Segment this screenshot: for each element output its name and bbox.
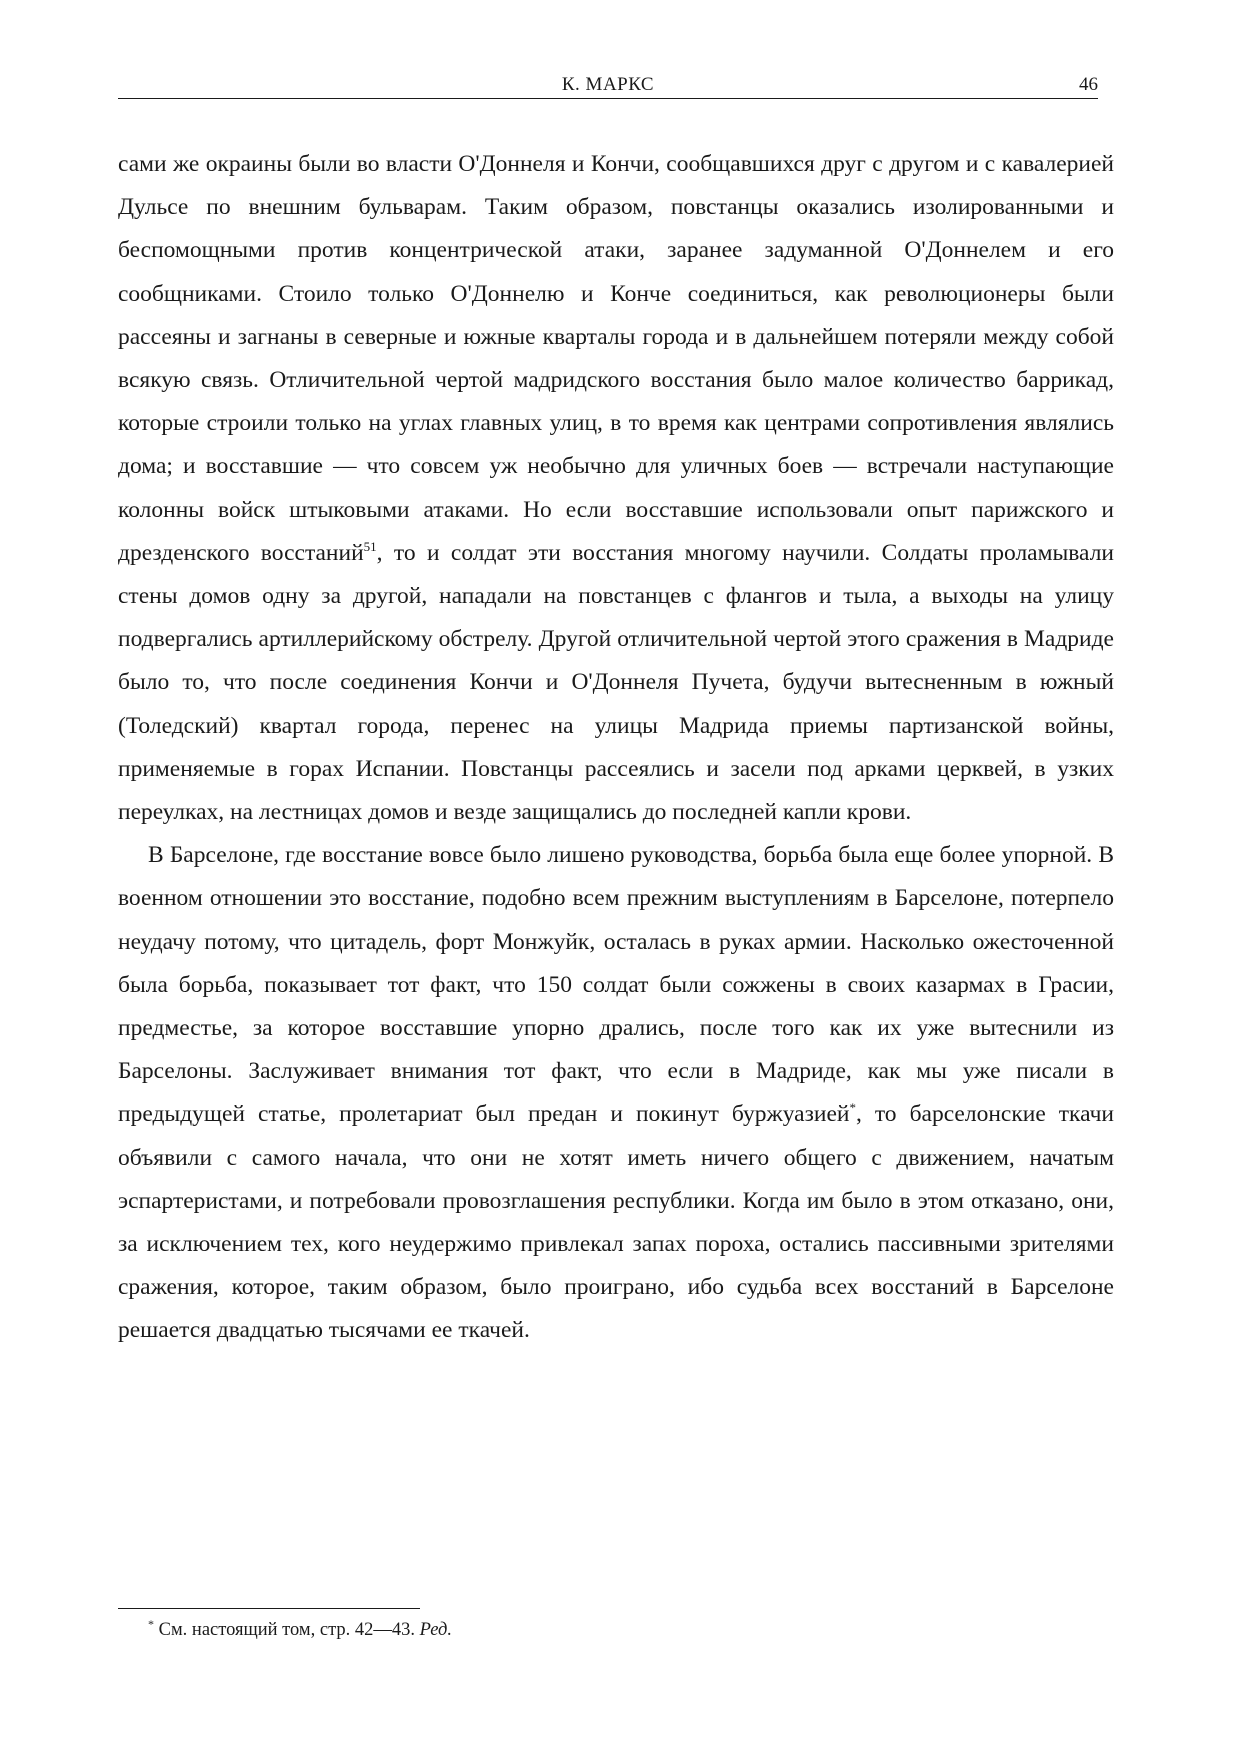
footnote-text: См. настоящий том, стр. 42—43. [154, 1620, 420, 1640]
paragraph-2-part-1: В Барселоне, где восстание вовсе было лишено руководства, борьба была еще более упорной. В военном отношении это восстание, подобно всем прежним выступлениям в Барселоне, потерпело неудачу потому, что цитадель, форт Монжуйк, осталась в руках армии. Насколько ожесточенной была борьба, показывает тот факт, что 150 солдат были сожжены в своих казармах в Грасии, предместье, за которое восставшие упорно дрались, после того как их уже вытеснили из Барселоны. Заслуживает внимания тот факт, что если в Мадриде, как мы уже писали в предыдущей статье, пролетариат был предан и покинут буржуазией [118, 842, 1114, 1128]
body-text [118, 143, 1114, 1353]
footnote-editor-mark: Ред. [419, 1620, 453, 1640]
footnote-ref-asterisk: * [849, 1100, 856, 1116]
paragraph-madrid [118, 143, 1114, 834]
paragraph-barcelona [118, 834, 1114, 1352]
footnote-marker: * [148, 1616, 154, 1631]
endnote-ref-51: 51 [363, 539, 377, 554]
footnote [148, 1618, 452, 1642]
running-header [118, 72, 1098, 99]
paragraph-2-part-2: , то барселонские ткачи объявили с самого начала, что они не хотят иметь ничего общего с движением, начатым эспартеристами, и потребовали провозглашения республики. Когда им было в этом отказано, они, за исключением тех, кого неудержимо привлекал запах пороха, остались пассивными зрителями сражения, которое, таким образом, было проиграно, ибо судьба всех восстаний в Барселоне решается двадцатью тысячами ее ткачей. [118, 1101, 1114, 1344]
paragraph-1-part-1: сами же окраины были во власти О'Доннеля и Кончи, сообщавшихся друг с другом и с кавалерией Дульсе по внешним бульварам. Таким образом, повстанцы оказались изолированными и беспомощными против концентрической атаки, заранее задуманной О'Доннелем и его сообщниками. Стоило только О'Доннелю и Конче соединиться, как революционеры были рассеяны и загнаны в северные и южные кварталы города и в дальнейшем потеряли между собой всякую связь. Отличительной чертой мадридского восстания было малое количество баррикад, которые строили только на углах главных улиц, в то время как центрами сопротивления являлись дома; и восставшие — что совсем уж необычно для уличных боев — встречали наступающие колонны войск штыковыми атаками. Но если восставшие использовали опыт парижского и дрезденского восстаний [118, 151, 1114, 566]
footnote-divider [118, 1608, 420, 1609]
page-number: 46 [1079, 74, 1098, 95]
running-head-author: К. МАРКС [561, 74, 655, 95]
paragraph-1-part-2: , то и солдат эти восстания многому научили. Солдаты проламывали стены домов одну за другой, нападали на повстанцев с флангов и тыла, а выходы на улицу подвергались артиллерийскому обстрелу. Другой отличительной чертой этого сражения в Мадриде было то, что после соединения Кончи и О'Доннеля Пучета, будучи вытесненным в южный (Толедский) квартал города, перенес на улицы Мадрида приемы партизанской войны, применяемые в горах Испании. Повстанцы рассеялись и засели под арками церквей, в узких переулках, на лестницах домов и везде защищались до последней капли крови. [118, 539, 1114, 826]
